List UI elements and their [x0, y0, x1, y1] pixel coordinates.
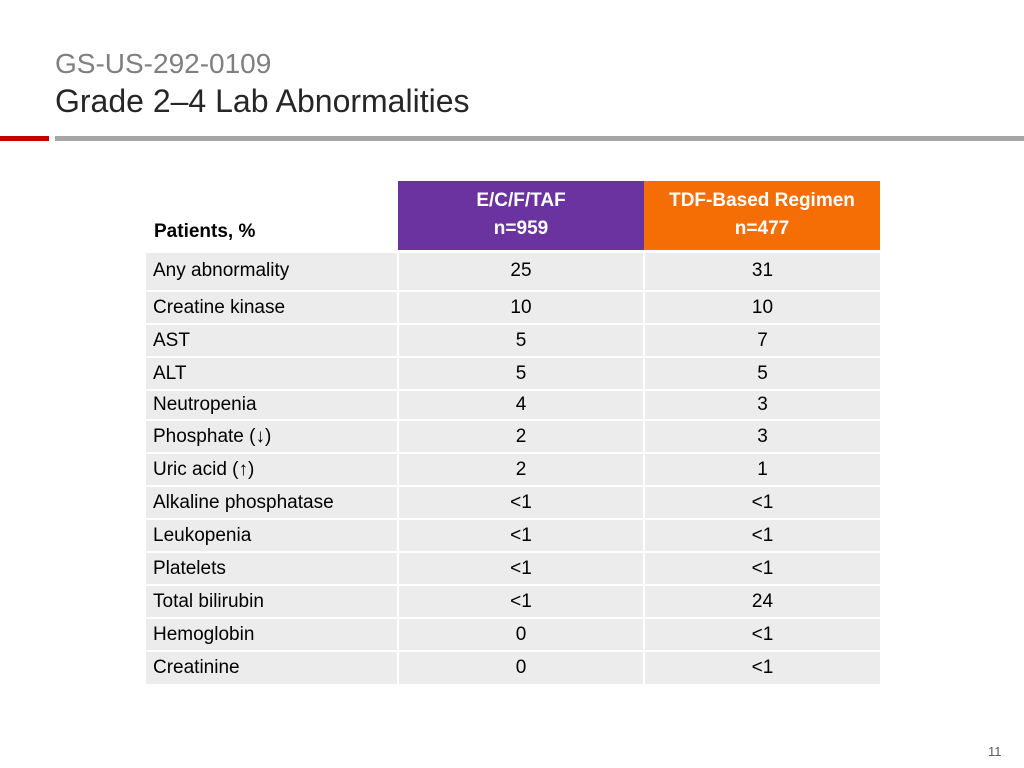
- table-row: [146, 291, 880, 324]
- ecftaf-value: 2: [398, 453, 644, 486]
- table-row: [146, 420, 880, 453]
- ecftaf-value: 0: [398, 651, 644, 684]
- column-name: E/C/F/TAF: [476, 190, 566, 212]
- row-label: ALT: [146, 357, 398, 390]
- ecftaf-value: 2: [398, 420, 644, 453]
- table-header-row: [146, 181, 880, 251]
- patients-header: Patients, %: [146, 181, 398, 251]
- ecftaf-value: <1: [398, 585, 644, 618]
- ecftaf-value: 25: [398, 251, 644, 291]
- tdf-value: 5: [644, 357, 880, 390]
- row-label: Creatine kinase: [146, 291, 398, 324]
- slide-header: [55, 47, 469, 121]
- ecftaf-value: 0: [398, 618, 644, 651]
- table-row: [146, 618, 880, 651]
- ecftaf-value: 5: [398, 357, 644, 390]
- ecftaf-value: <1: [398, 519, 644, 552]
- table-row: [146, 357, 880, 390]
- column-header-ecftaf: [398, 181, 644, 251]
- row-label: Total bilirubin: [146, 585, 398, 618]
- table-row: [146, 585, 880, 618]
- page-number: 11: [988, 744, 1002, 759]
- row-label: Any abnormality: [146, 251, 398, 291]
- tdf-value: 31: [644, 251, 880, 291]
- tdf-value: 1: [644, 453, 880, 486]
- table-row: [146, 251, 880, 291]
- row-label: Phosphate (↓): [146, 420, 398, 453]
- title-rule: [55, 136, 1024, 141]
- column-n: n=959: [493, 218, 549, 240]
- ecftaf-value: <1: [398, 552, 644, 585]
- tdf-value: <1: [644, 519, 880, 552]
- ecftaf-value: <1: [398, 486, 644, 519]
- title-rule-accent: [0, 136, 49, 141]
- ecftaf-value: 4: [398, 390, 644, 420]
- table-row: [146, 486, 880, 519]
- column-header-tdf: [644, 181, 880, 251]
- table-row: [146, 519, 880, 552]
- tdf-value: 3: [644, 390, 880, 420]
- ecftaf-value: 5: [398, 324, 644, 357]
- row-label: Platelets: [146, 552, 398, 585]
- table-row: [146, 324, 880, 357]
- slide-subtitle: GS-US-292-0109: [55, 48, 272, 79]
- row-label: Leukopenia: [146, 519, 398, 552]
- row-label: AST: [146, 324, 398, 357]
- column-name: TDF-Based Regimen: [669, 190, 855, 212]
- tdf-value: 7: [644, 324, 880, 357]
- row-label: Neutropenia: [146, 390, 398, 420]
- slide-title: Grade 2–4 Lab Abnormalities: [55, 83, 470, 119]
- table-row: [146, 390, 880, 420]
- tdf-value: <1: [644, 651, 880, 684]
- table-row: [146, 651, 880, 684]
- table-row: [146, 453, 880, 486]
- row-label: Hemoglobin: [146, 618, 398, 651]
- tdf-value: 10: [644, 291, 880, 324]
- tdf-value: <1: [644, 486, 880, 519]
- row-label: Creatinine: [146, 651, 398, 684]
- tdf-value: 3: [644, 420, 880, 453]
- tdf-value: <1: [644, 618, 880, 651]
- row-label: Uric acid (↑): [146, 453, 398, 486]
- column-n: n=477: [734, 218, 790, 240]
- tdf-value: 24: [644, 585, 880, 618]
- row-label: Alkaline phosphatase: [146, 486, 398, 519]
- tdf-value: <1: [644, 552, 880, 585]
- table-row: [146, 552, 880, 585]
- lab-abnormalities-table: [146, 181, 880, 684]
- ecftaf-value: 10: [398, 291, 644, 324]
